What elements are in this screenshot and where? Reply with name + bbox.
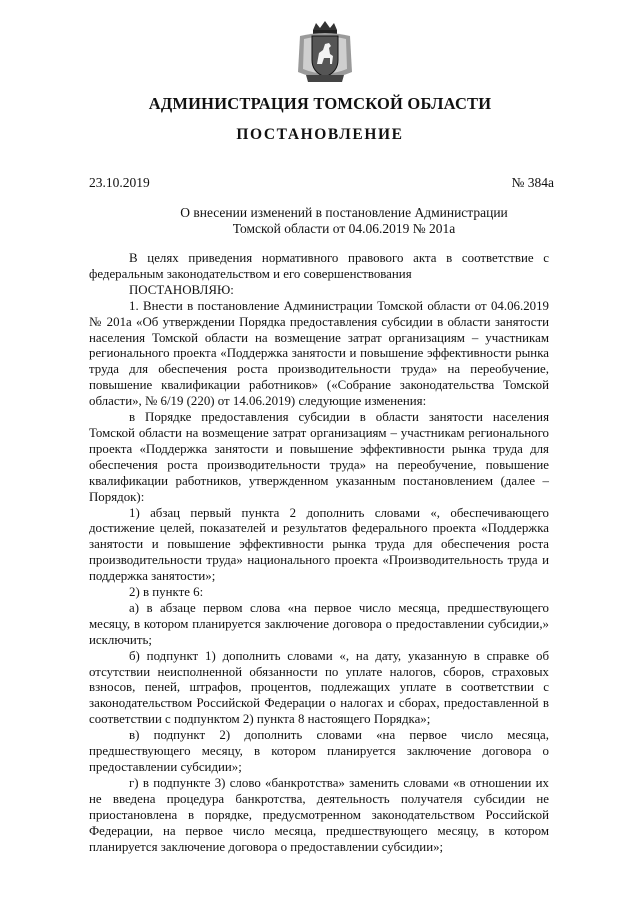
subitem-v-paragraph: в) подпункт 2) дополнить словами «на первое число месяца, предшествующего месяцу, в котором планируется заключение договора о предоставлении субсидии»; (89, 728, 549, 774)
resolution-word: ПОСТАНОВЛЯЮ: (129, 282, 234, 297)
coat-of-arms-icon (296, 20, 354, 86)
document-number: № 384а (511, 175, 554, 190)
preamble-paragraph: В целях приведения нормативного правового акта в соответствие с федеральным законодательством и его совершенствования (89, 251, 549, 281)
subject-line-2: Томской области от 04.06.2019 № 201а (232, 221, 456, 236)
document-date: 23.10.2019 (89, 175, 150, 190)
document-type: ПОСТАНОВЛЕНИЕ (236, 126, 404, 143)
coat-of-arms-emblem (296, 20, 354, 86)
subitem-a-paragraph: а) в абзаце первом слова «на первое число месяца, предшествующего месяцу, в котором планируется заключение договора о предоставлении субсидии,» исключить; (89, 600, 549, 647)
item-1-paragraph: 1) абзац первый пункта 2 дополнить словами «, обеспечивающего достижение целей, показателей и результатов федерального проекта «Поддержка занятости и повышение эффективности рынка труда для обеспечения роста производительности труда» национального проекта «Производительность труда и поддержка занятости»; (89, 505, 549, 584)
subitem-b-paragraph: б) подпункт 1) дополнить словами «, на дату, указанную в справке об отсутствии неисполненной обязанности по уплате налогов, сборов, страховых взносов, пеней, штрафов, процентов, подлежащих уплате в соответствии с законодательством Российской Федерации о налогах и сборах, предоставленной в соответствии с подпунктом 2) пункта 8 настоящего Порядка»; (89, 648, 549, 727)
clause-1-paragraph: 1. Внести в постановление Администрации Томской области от 04.06.2019 № 201а «Об утверждении Порядка предоставления субсидии в области занятости населения Томской области на возмещение затрат организациям – участникам регионального проекта «Поддержка занятости и повышение эффективности рынка труда для обеспечения роста производительности труда» на переобучение, повышение квалификации работников» («Собрание законодательства Томской области», № 6/19 (220) от 14.06.2019) следующие изменения: (89, 298, 549, 409)
procedure-paragraph: в Порядке предоставления субсидии в области занятости населения Томской области на возмещение затрат организациям – участникам регионального проекта «Поддержка занятости и повышение эффективности рынка труда для обеспечения роста производительности труда» на переобучение, повышение квалификации работников, утвержденном указанным постановлением (далее – Порядок): (89, 410, 549, 504)
subject-line-1: О внесении изменений в постановление Администрации (180, 205, 508, 220)
document-body (89, 251, 549, 855)
organization-title: АДМИНИСТРАЦИЯ ТОМСКОЙ ОБЛАСТИ (148, 94, 492, 113)
document-subject (0, 205, 640, 237)
item-2-paragraph: 2) в пункте 6: (129, 585, 204, 600)
subitem-g-paragraph: г) в подпункте 3) слово «банкротства» заменить словами «в отношении их не введена процедура банкротства, деятельность получателя субсидии не приостановлена в порядке, предусмотренном законодательством Российской Федерации, на первое число месяца, предшествующего месяцу, в котором планируется заключение договора о предоставлении субсидии»; (89, 775, 549, 854)
